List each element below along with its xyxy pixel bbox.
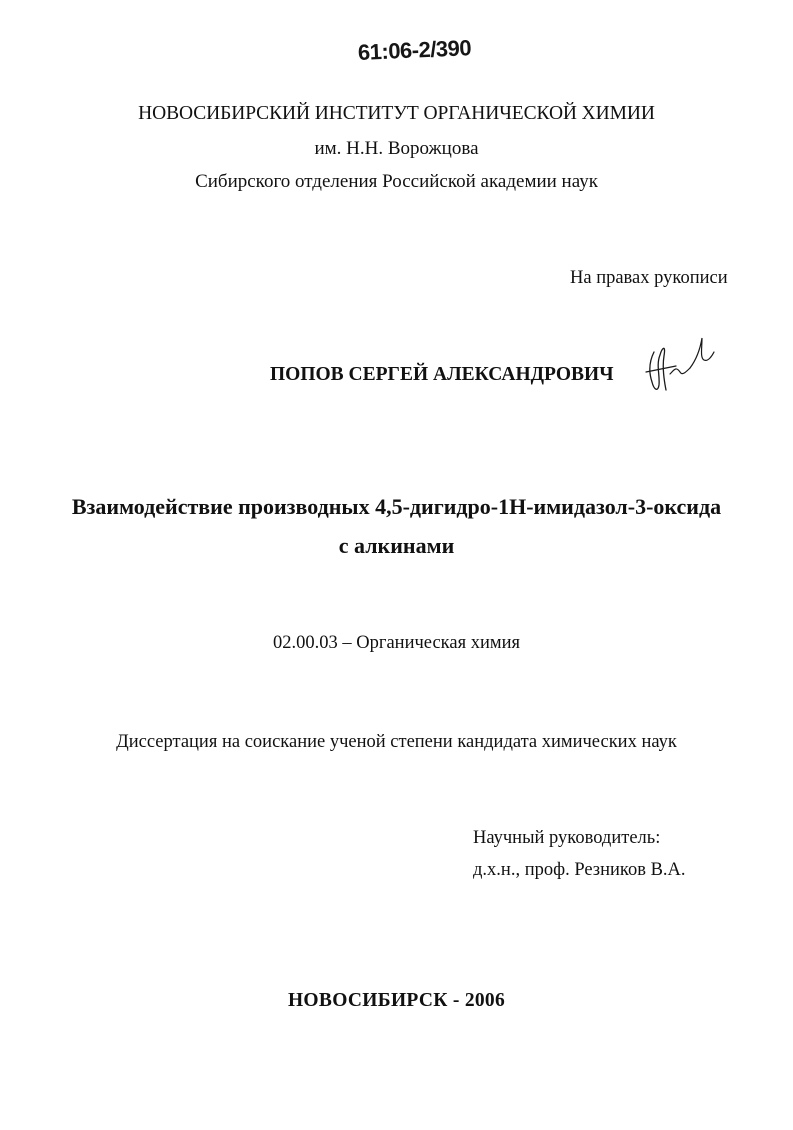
supervisor-name: д.х.н., проф. Резников В.А. — [473, 860, 686, 880]
institute-named-after: им. Н.Н. Ворожцова — [314, 138, 479, 159]
manuscript-rights-note: На правах рукописи — [570, 268, 728, 288]
archive-number: 61:06-2/390 — [357, 35, 472, 65]
city-year: НОВОСИБИРСК - 2006 — [287, 990, 506, 1011]
degree-statement: Диссертация на соискание ученой степени кандидата химических наук — [116, 732, 677, 752]
specialty-code: 02.00.03 – Органическая химия — [273, 633, 520, 653]
author-name: ПОПОВ СЕРГЕЙ АЛЕКСАНДРОВИЧ — [270, 364, 614, 385]
dissertation-title-line-1: Взаимодействие производных 4,5-дигидро-1Н-имидазол-3-оксида — [71, 494, 722, 519]
institute-name: НОВОСИБИРСКИЙ ИНСТИТУТ ОРГАНИЧЕСКОЙ ХИМИИ — [138, 103, 655, 124]
institute-branch: Сибирского отделения Российской академии наук — [195, 171, 598, 192]
supervisor-label: Научный руководитель: — [473, 828, 661, 848]
dissertation-title-line-2: с алкинами — [338, 533, 455, 558]
author-signature — [640, 330, 720, 400]
